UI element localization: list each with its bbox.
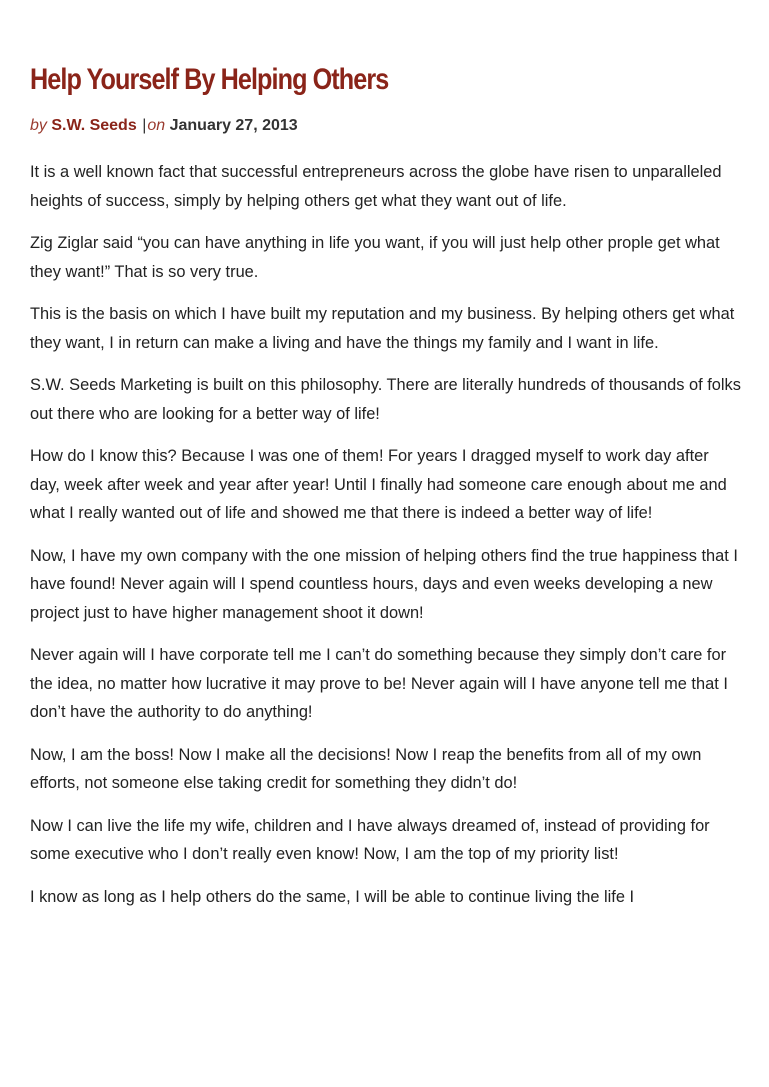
by-label: by	[30, 117, 47, 134]
paragraph: S.W. Seeds Marketing is built on this philosophy. There are literally hundreds of thousands of folks out there who are looking for a better way of life!	[30, 376, 741, 423]
paragraph: Zig Ziglar said “you can have anything in life you want, if you will just help other prople get what they want!” That is so very true.	[30, 234, 720, 281]
paragraph: This is the basis on which I have built my reputation and my business. By helping others get what they want, I in return can make a living and have the things my family and I want in life.	[30, 305, 735, 352]
publish-date: January 27, 2013	[169, 117, 298, 134]
paragraph: Now, I have my own company with the one mission of helping others find the true happiness that I have found! Never again will I spend countless hours, days and even weeks developing a new project just to have higher management shoot it down!	[30, 546, 738, 622]
paragraph: Now I can live the life my wife, children and I have always dreamed of, instead of providing for some executive who I don’t really even know! Now, I am the top of my priority list!	[30, 816, 710, 863]
on-label: on	[147, 117, 166, 134]
article-body	[30, 158, 742, 911]
article	[30, 0, 742, 925]
article-meta	[30, 115, 742, 137]
paragraph: I know as long as I help others do the same, I will be able to continue living the life I	[30, 887, 635, 906]
paragraph: How do I know this? Because I was one of them! For years I dragged myself to work day after day, week after week and year after year! Until I finally had someone care enough about me and what I really wanted out of life and showed me that there is indeed a better way of life!	[30, 447, 727, 522]
paragraph: It is a well known fact that successful entrepreneurs across the globe have risen to unparalleled heights of success, simply by helping others get what they want out of life.	[30, 163, 722, 210]
paragraph: Never again will I have corporate tell me I can’t do something because they simply don’t care for the idea, no matter how lucrative it may prove to be! Never again will I have anyone tell me that I don’t have the authority to do anything!	[30, 646, 728, 721]
paragraph: Now, I am the boss! Now I make all the decisions! Now I reap the benefits from all of my own efforts, not someone else taking credit for something they didn’t do!	[30, 745, 702, 792]
meta-separator: |	[142, 117, 147, 134]
article-title: Help Yourself By Helping Others	[30, 63, 389, 96]
author-name: S.W. Seeds	[51, 117, 137, 134]
